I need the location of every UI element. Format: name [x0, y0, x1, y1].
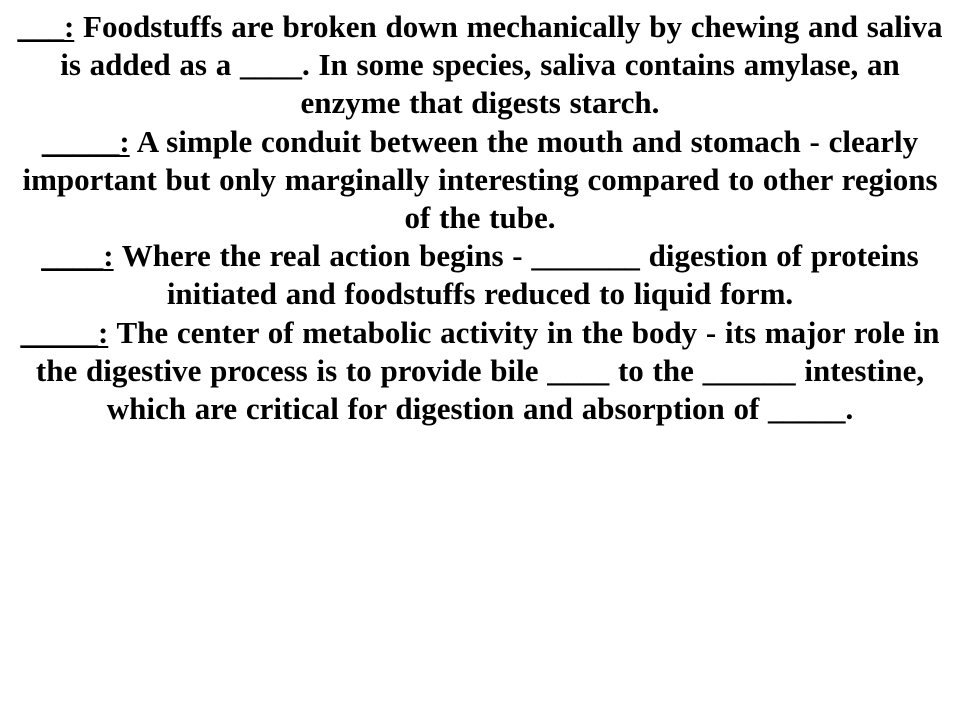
paragraph-text: intestine, which are critical for digestion and absorption of [106, 352, 925, 427]
fill-in-blank: _____: [20, 314, 109, 350]
fill-in-blank: _____ [768, 391, 846, 427]
paragraph-text: digestion of proteins initiated and foodstuffs reduced to liquid form. [166, 238, 919, 312]
fill-in-blank: ____: [41, 238, 114, 274]
paragraph-liver [14, 314, 946, 429]
paragraph-text: The center of metabolic activity in the body - its major role in the digestive process is to provide bile [35, 314, 940, 388]
fill-in-blank: ___: [17, 9, 75, 44]
paragraph-stomach [14, 237, 946, 313]
paragraph-text: Where the real action begins - [113, 238, 532, 274]
paragraph-text: Foodstuffs are broken down mechanically by chewing and saliva is added as a [60, 9, 943, 83]
fill-in-blank: ____ [547, 352, 610, 388]
paragraph-text: . In some species, saliva contains amylase, an enzyme that digests starch. [300, 47, 900, 121]
fill-in-blank: ______ [702, 352, 796, 388]
paragraph-text: A simple conduit between the mouth and stomach - clearly important but only marginally interesting compared to other regions of the tube. [22, 123, 938, 236]
fill-in-blank: ____ [239, 47, 302, 83]
worksheet-text [0, 8, 960, 428]
paragraph-mouth [14, 8, 946, 123]
paragraph-esophagus [14, 123, 946, 238]
fill-in-blank: _______ [531, 238, 640, 274]
fill-in-blank: _____: [41, 123, 130, 159]
paragraph-text: . [845, 391, 854, 427]
paragraph-text: to the [609, 352, 703, 388]
